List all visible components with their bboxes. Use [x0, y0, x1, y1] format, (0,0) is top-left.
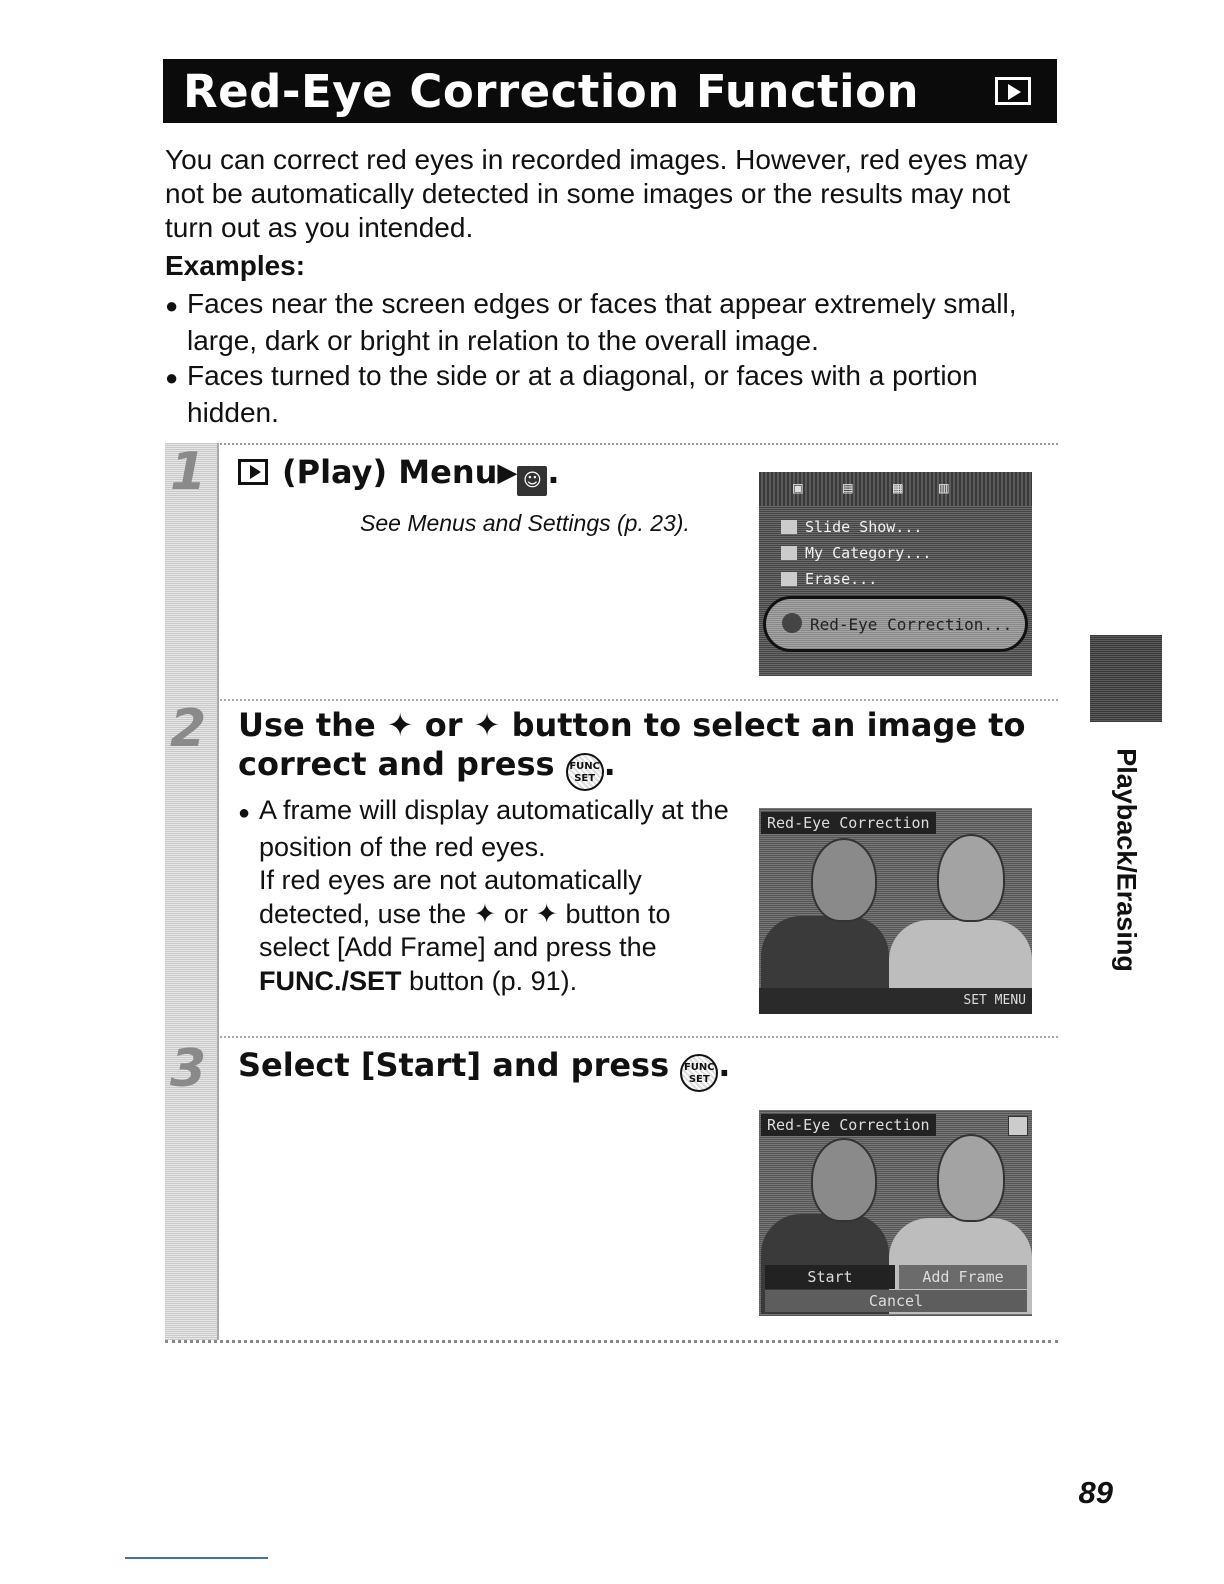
step-number-strip [165, 443, 219, 1340]
examples-list [165, 286, 1045, 430]
step-number-3: 3 [170, 1039, 207, 1099]
menu-item-slide-show: Slide Show... [781, 518, 922, 536]
menu-item-red-eye-correction: Red-Eye Correction... [763, 596, 1028, 652]
page-title: Red-Eye Correction Function [183, 64, 920, 118]
play-mode-icon [995, 77, 1031, 105]
bullet-icon: ● [238, 802, 251, 824]
func-set-icon: FUNC SET [680, 1054, 718, 1092]
tab-icon: ▦ [893, 478, 903, 497]
screen-header: Red-Eye Correction [761, 1114, 936, 1136]
category-icon [781, 546, 797, 560]
play-icon [238, 459, 268, 485]
step-divider [217, 1036, 1058, 1038]
screen-header: Red-Eye Correction [761, 812, 936, 834]
tab-icon: ▣ [793, 478, 803, 497]
list-item: ● Faces turned to the side or at a diagonal, or faces with a portion hidden. [165, 360, 978, 428]
red-eye-start-screenshot [759, 1110, 1032, 1316]
screen-bottom-bar: SET MENU [759, 988, 1032, 1014]
step-number-2: 2 [170, 699, 207, 759]
start-button: Start [765, 1265, 895, 1289]
left-arrow-icon: ✦ [473, 898, 497, 929]
menu-screenshot [759, 472, 1032, 676]
bullet-icon: ● [165, 293, 179, 318]
step-number-1: 1 [170, 442, 207, 502]
section-tab [1090, 635, 1162, 722]
red-eye-icon: ☺ [517, 466, 547, 496]
intro-paragraph: You can correct red eyes in recorded images. However, red eyes may not be automatically detected in some images or the results may not turn out as you intended. [165, 144, 1028, 243]
person-face [811, 838, 877, 922]
menu-arrow-icon: ▶ [497, 458, 518, 488]
right-arrow-icon: ✦ [473, 706, 501, 744]
erase-icon [781, 572, 797, 586]
step-1-note: See Menus and Settings (p. 23). [360, 510, 690, 536]
person-face [937, 1134, 1005, 1222]
examples-heading: Examples: [165, 250, 306, 281]
right-arrow-icon: ✦ [535, 898, 558, 929]
menu-item-my-category: My Category... [781, 544, 931, 562]
section-label: Playback/Erasing [1111, 748, 1142, 972]
menu-tab-row [759, 472, 1032, 506]
step-1-heading: (Play) Menu▶ ☺ . [238, 453, 560, 496]
page-number: 89 [1078, 1475, 1113, 1510]
add-frame-button: Add Frame [899, 1265, 1027, 1289]
red-eye-frame-screenshot [759, 808, 1032, 1014]
page-title-bar [163, 59, 1057, 123]
red-eye-icon [782, 613, 802, 633]
tab-icon: ▥ [939, 478, 949, 497]
menu-item-erase: Erase... [781, 570, 877, 588]
cancel-button: Cancel [765, 1290, 1027, 1312]
footer-rule [125, 1557, 268, 1559]
list-item: ● A frame will display automatically at the position of the red eyes. If red eyes are not automatically detected, use the ✦ or ✦ button to select [Add Frame] and press the FUNC./SET button (p. 91). [238, 795, 729, 996]
left-arrow-icon: ✦ [386, 706, 414, 744]
person-face [811, 1138, 877, 1222]
step-2-heading: Use the ✦ or ✦ button to select an image to correct and press FUNC SET . [238, 706, 1058, 791]
step-3-heading: Select [Start] and press FUNC SET . [238, 1046, 730, 1092]
slideshow-icon [781, 520, 797, 534]
person-face [937, 834, 1005, 922]
step-divider [217, 699, 1058, 701]
func-set-icon: FUNC SET [566, 753, 604, 791]
list-item: ● Faces near the screen edges or faces that appear extremely small, large, dark or bright in relation to the overall image. [165, 288, 1017, 356]
step-2-body [238, 794, 738, 998]
bullet-icon: ● [165, 365, 179, 390]
tab-icon: ▤ [843, 478, 853, 497]
rotate-icon [1008, 1116, 1028, 1136]
